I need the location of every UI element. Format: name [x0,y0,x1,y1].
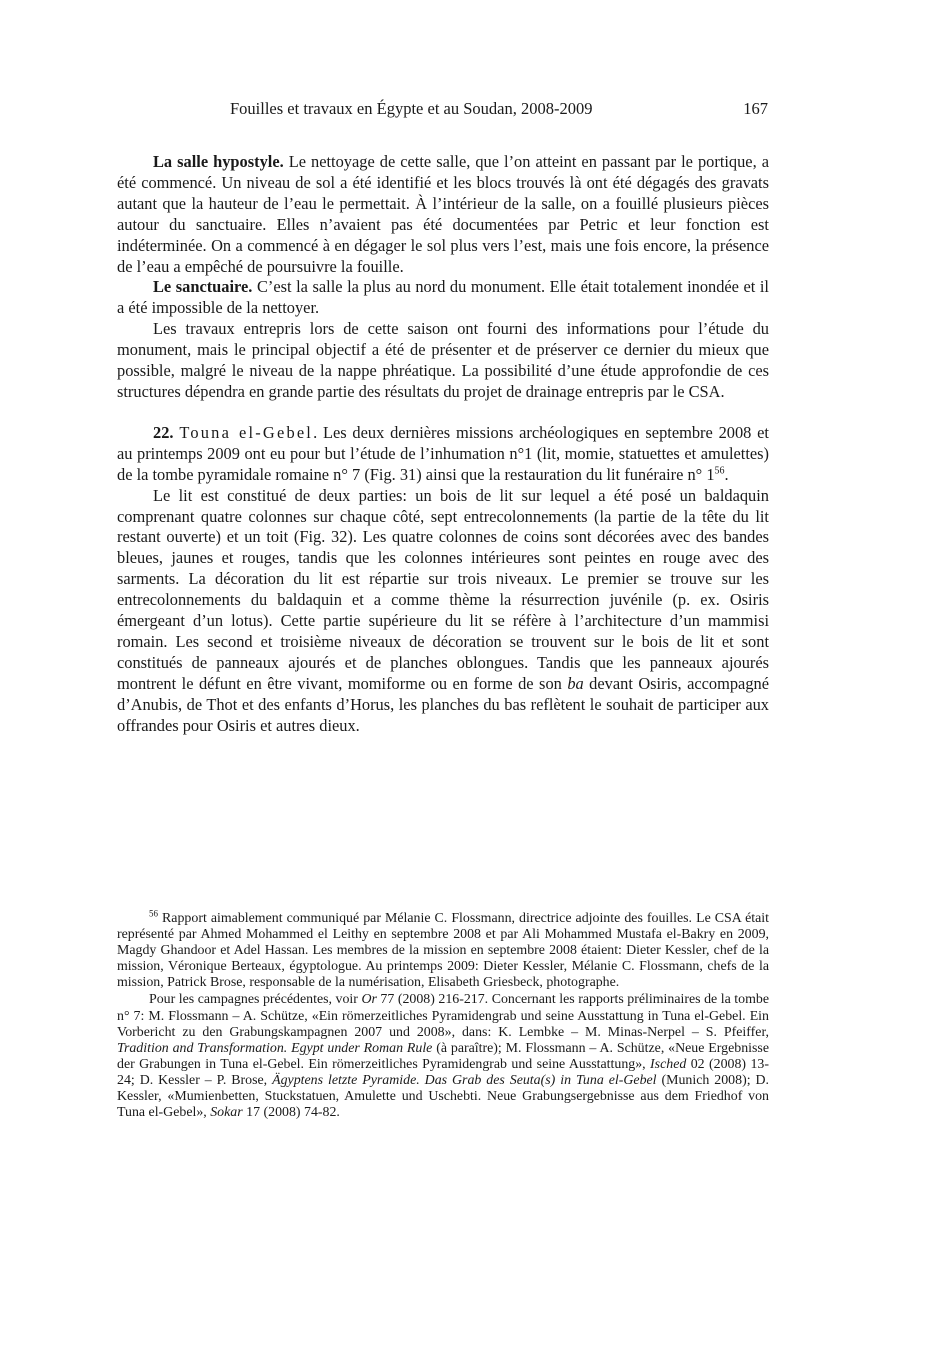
footnote-ref-56[interactable]: 56 [714,465,725,477]
book-title-tradition: Tradition and Transformation. Egypt under Roman Rule [117,1040,433,1056]
paragraph-text: Le lit est constitué de deux parties: un bois de lit sur lequel a été posé un baldaquin comprenant quatre colonnes sur chaque côté, sept entrecolonnements (la partie de la tête du lit restant ouverte) et un toit (Fig. 32). Les quatre colonnes de coins sont décorées avec des bandes bleues, jaunes et rouges, tandis que les colonnes intérieures sont peintes en rouge avec des sarments. La décoration du lit est répartie sur trois niveaux. Le premier se trouve sur les entrecolonnements du baldaquin et a comme thème la résurrection juvénile (p. ex. Osiris émergeant d’un lotus). Cette partie supérieure du lit se réfère à l’architecture d’un mammisi romain. Les second et troisième niveaux de décoration se trouvent sur le bois de lit et sont constitués de panneaux ajourés et de planches oblongues. Tandis que les panneaux ajourés montrent le défunt en être vivant, momiforme ou en forme de son [117,485,769,693]
footnote-text: (à paraître); M. Flossmann – A. Schütze, «Neue Ergebnisse der Grabungen in Tuna el-Gebel. Ein römerzeitliches Pyramidengrab und seine Ausstattung», [117,1040,769,1072]
journal-title-sokar: Sokar [210,1105,243,1121]
paragraph-text: . Les deux dernières missions archéologiques en septembre 2008 et au printemps 2009 ont eu pour but l’étude de l’inhumation n°1 (lit, momie, statuettes et amulettes) de la tombe pyramidale romaine n° 7 (Fig. 31) ainsi que la restauration du lit funéraire n° 1 [117,422,769,484]
section-heading-salle-hypostyle: La salle hypostyle. [153,152,284,171]
journal-title-isched: Isched [650,1056,687,1072]
section-heading-sanctuaire: Le sanctuaire. [153,277,253,297]
footnote-text: 77 (2008) 216-217. Concernant les rapports préliminaires de la tombe n° 7: M. Flossmann – A. Schütze, «Ein römerzeitliches Pyramidengrab und seine Ausstattung in Tuna el-Gebel. Ein Vorbericht zu den Grabungskampagnen 2007 und 2008», dans: K. Lembke – M. Minas-Nerpel – S. Pfeiffer, [117,992,769,1040]
book-title-agyptens: Ägyptens letzte Pyramide. Das Grab des Seuta(s) in Tuna el-Gebel [272,1072,657,1088]
footnote-number: 56 [149,908,158,919]
footnotes [117,908,770,1121]
paragraph-lit-description [117,486,769,737]
footnote-text: (Munich 2008); D. Kessler, «Mumienbetten, Stuckstatuen, Amulette und Uschebti. Neue Grabungsergebnisse aus dem Friedhof von Tuna el-Gebel», [117,1072,770,1121]
paragraph-touna-el-gebel [117,423,769,486]
entry-number: 22. [153,422,174,442]
paragraph-salle-hypostyle [117,152,769,277]
footnote-56 [117,908,769,991]
footnote-text: Pour les campagnes précédentes, voir [149,992,362,1008]
running-title: Fouilles et travaux en Égypte et au Soudan, 2008-2009 [230,99,593,118]
italic-ba: ba [567,673,584,693]
main-text [117,152,769,736]
footnote-text: 17 (2008) 74-82. [242,1105,340,1121]
page-number: 167 [743,99,768,118]
site-name: Touna el-Gebel [179,422,314,442]
footnote-text: 02 (2008) 13-24; D. Kessler – P. Brose, [117,1056,769,1088]
footnote-text: Rapport aimablement communiqué par Mélanie C. Flossmann, directrice adjointe des fouilles. Le CSA était représenté par Ahmed Mohammed el Leithy en septembre 2008 et par Ali Mohammed Mustafa el-Bakry en 2009, Magdy Ghandoor et Adel Hassan. Les membres de la mission en septembre 2008 étaient: Dieter Kessler, chef de la mission, Véronique Berteaux, égyptologue. Au printemps 2009: Dieter Kessler, Mélanie C. Flossmann, chefs de la mission, Patrick Brose, responsable de la numérisation, Elisabeth Griesbeck, photographe. [117,911,769,991]
paragraph-text: C’est la salle la plus au nord du monument. Elle était totalement inondée et il a été impossible de la nettoyer. [117,277,769,318]
paragraph-text: devant Osiris, accompagné d’Anubis, de Thot et des enfants d’Horus, les planches du bas reflètent le souhait de participer aux offrandes pour Osiris et autres dieux. [117,673,769,735]
paragraph-text: Les travaux entrepris lors de cette saison ont fourni des informations pour l’étude du monument, mais le principal objectif a été de présenter et de préserver ce dernier du mieux que possible, malgré le niveau de la nappe phréatique. La possibilité d’une étude approfondie de ces structures dépendra en grande partie des résultats du projet de drainage entrepris par le CSA. [117,319,769,401]
paragraph-travaux [117,319,769,403]
journal-title-or: Or [361,992,377,1008]
paragraph-sanctuaire [117,277,769,319]
footnote-56-continued [117,992,769,1121]
paragraph-text: Le nettoyage de cette salle, que l’on atteint en passant par le portique, a été commencé. Un niveau de sol a été identifié et les blocs trouvés là ont été dégagés des gravats autant que la hauteur de l’eau le permettait. À l’intérieur de la salle, on a fouillé plusieurs pièces autour du sanctuaire. Elles n’avaient pas été documentées par Petric et leur fonction est indéterminée. On a commencé à en dégager le sol plus vers l’est, mais une fois encore, la présence de l’eau a empêché de poursuivre la fouille. [117,152,769,276]
paragraph-end: . [724,464,729,484]
